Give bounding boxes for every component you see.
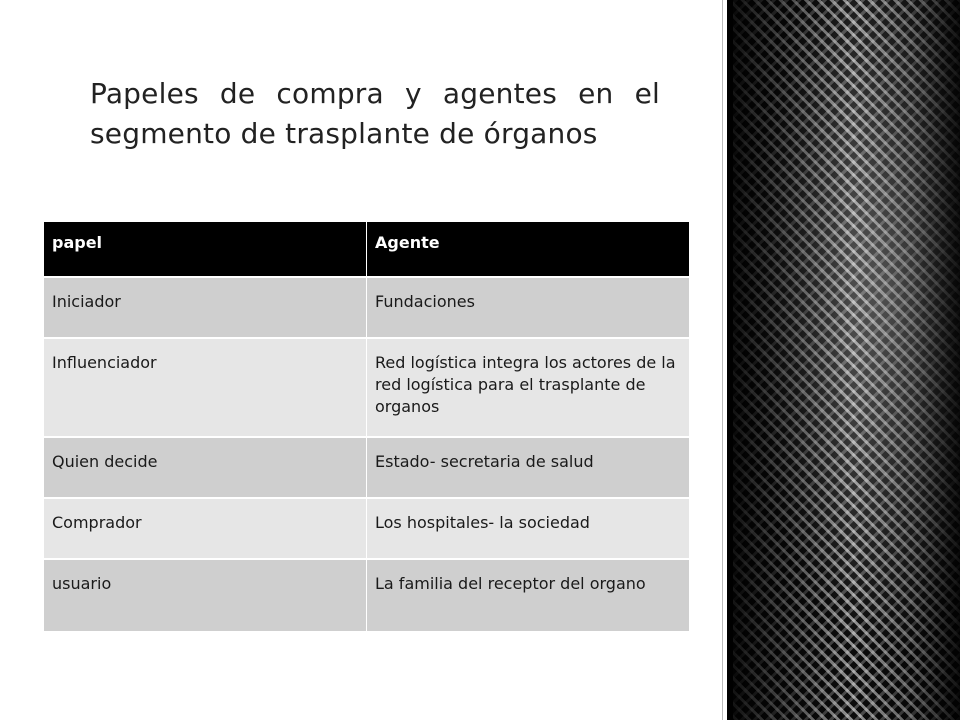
table-row (44, 498, 690, 559)
cell-agent: Red logística integra los actores de la red logística para el trasplante de organos (367, 338, 690, 437)
table-row (44, 437, 690, 498)
cell-role: Comprador (44, 498, 367, 559)
cell-agent: La familia del receptor del organo (367, 559, 690, 632)
cell-agent: Los hospitales- la sociedad (367, 498, 690, 559)
table-row (44, 277, 690, 338)
table-row (44, 338, 690, 437)
cell-role: Iniciador (44, 277, 367, 338)
cell-role: Influenciador (44, 338, 367, 437)
cell-agent: Fundaciones (367, 277, 690, 338)
roles-agents-table (44, 222, 690, 633)
table-header-row (44, 222, 690, 277)
cell-role: Quien decide (44, 437, 367, 498)
slide-title: Papeles de compra y agentes en el segmento de trasplante de órganos (90, 77, 660, 150)
cell-agent: Estado- secretaria de salud (367, 437, 690, 498)
decorative-carbon-fiber-panel (722, 0, 960, 720)
header-agente: Agente (367, 222, 690, 277)
header-papel: papel (44, 222, 367, 277)
table-row (44, 559, 690, 632)
panel-edge-divider (722, 0, 733, 720)
cell-role: usuario (44, 559, 367, 632)
